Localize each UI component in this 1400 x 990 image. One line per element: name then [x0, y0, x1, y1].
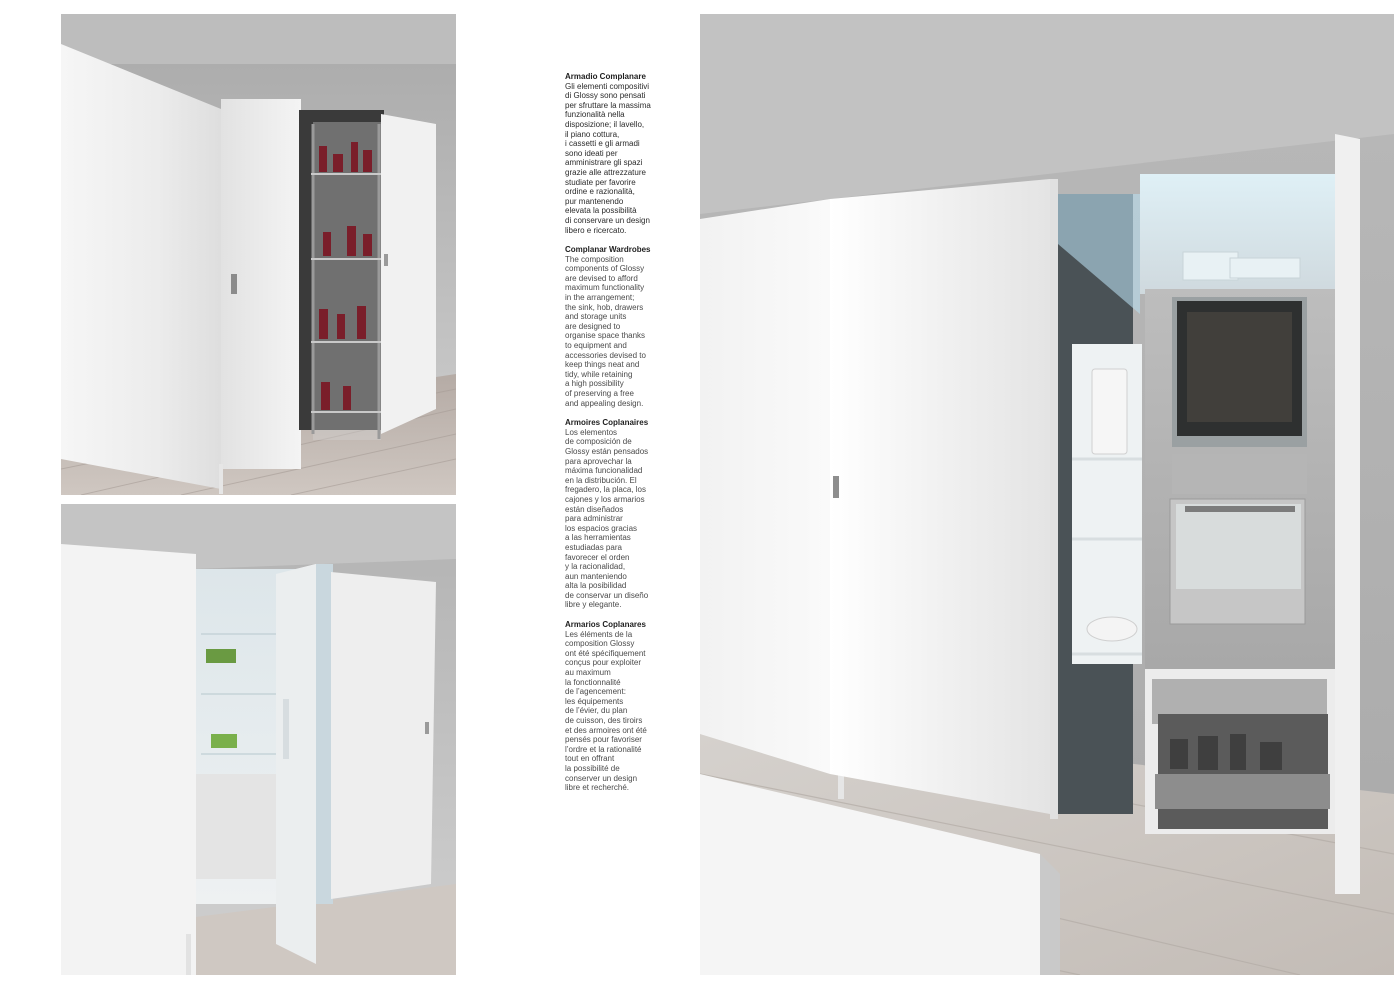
- text-block-french: [565, 620, 665, 793]
- block-body: Gli elementi compositivi di Glossy sono pensati per sfruttare la massima funzionalità nella disposizione; il lavello, il piano cottura, i cassetti e gli armadi sono ideati per amministrare gli spazi grazie alle attrezzature studiate per favorire ordine e razionalità, pur mantenendo elevata la possibilità di conservare un design libero e ricercato.: [565, 81, 651, 235]
- description-text-column: [565, 72, 665, 803]
- text-block-english: [565, 245, 665, 408]
- block-title: Armarios Coplanares: [565, 620, 646, 630]
- block-title: Armoires Coplanaires: [565, 418, 649, 428]
- text-block-spanish: [565, 418, 665, 610]
- block-title: Armadio Complanare: [565, 72, 646, 81]
- photo-refrigerator-cabinet: [61, 504, 456, 975]
- photo-pantry-cabinet: [61, 14, 456, 495]
- block-body: Los elementos de composición de Glossy están pensados para aprovechar la máxima funcionalidad en la distribución. El fregadero, la placa, los cajones y los armarios están diseñados para administrar los espacios gracias a las herramientas estudiadas para favorecer el orden y la racionalidad, aun manteniendo alta la posibilidad de conservar un diseño libre y elegante.: [565, 427, 649, 610]
- block-body: Les éléments de la composition Glossy ont été spécifiquement conçus pour exploiter au maximum la fonctionnalité de l’agencement: les équipements de l’évier, du plan de cuisson, des tiroirs et des armoires ont été pensés pour favoriser l’ordre et la rationalité tout en offrant la possibilité de conserver un design libre et recherché.: [565, 629, 647, 793]
- text-block-italian: [565, 72, 665, 235]
- photo-oven-cabinet: [700, 14, 1394, 975]
- block-title: Complanar Wardrobes: [565, 245, 651, 255]
- block-body: The composition components of Glossy are devised to afford maximum functionality in the arrangement; the sink, hob, drawers and storage units are designed to organise space thanks to equipment and accessories devised to keep things neat and tidy, while retaining a high possibility of preserving a free and appealing design.: [565, 254, 646, 408]
